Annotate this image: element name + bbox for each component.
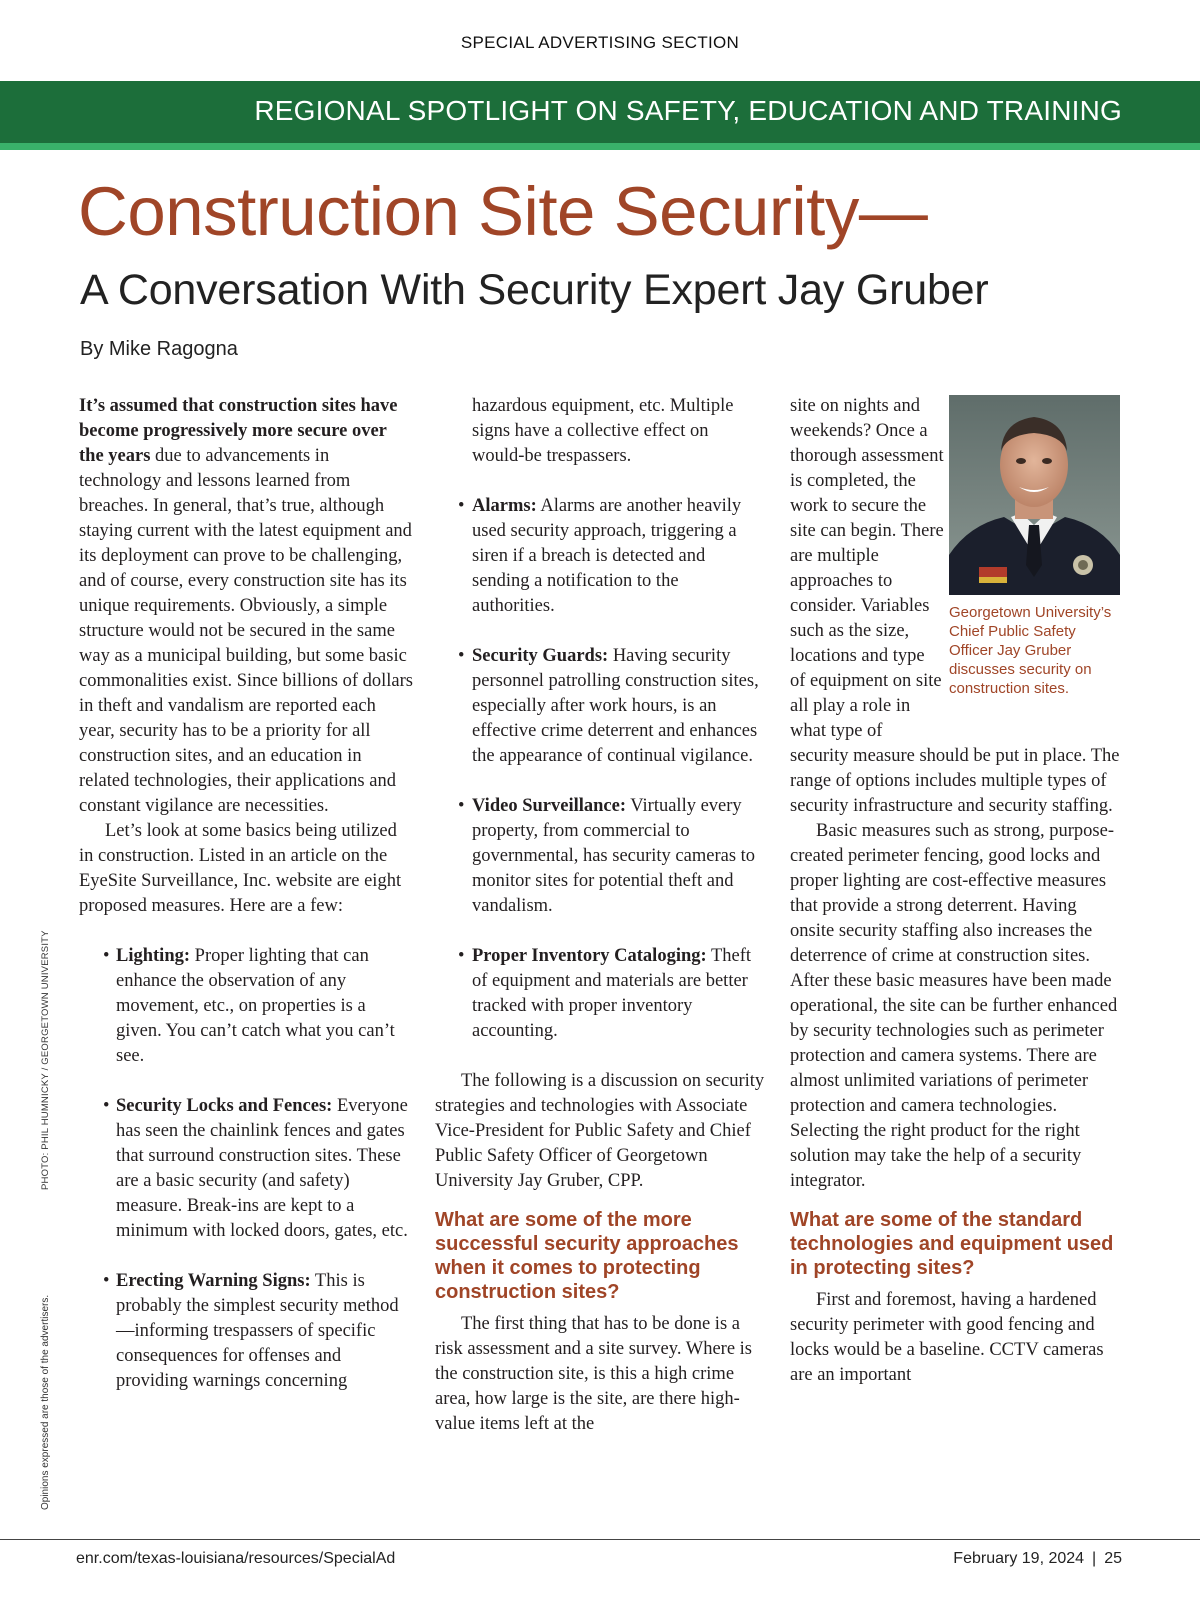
bullet-text: hazardous equipment, etc. Multiple signs have a collective effect on would-be trespassers. [472,396,734,466]
bullet-item [79,1269,413,1394]
bullet-continuation [435,394,765,469]
banner [0,81,1200,143]
intro-paragraph [79,394,413,819]
bullet-dot: • [103,946,110,966]
bullet-text: Virtually every property, from commercial to governmental, has security cameras to monitor sites for potential theft and vandalism. [472,796,756,916]
bullet-dot: • [458,796,465,816]
bullet-lead: Proper Inventory Cataloging: [472,946,707,966]
bullet-text: Theft of equipment and materials are better tracked with proper inventory accounting. [472,946,752,1041]
intro-bold: It’s assumed that construction sites have become progressively more secure over the years [79,396,398,466]
photo-float-spacer [944,394,1120,721]
footer-divider [0,1539,1200,1540]
page-number: 25 [1104,1550,1122,1567]
paragraph: Basic measures such as strong, purpose-created perimeter fencing, good locks and proper lighting are cost-effective measures that provide a strong deterrent. Having onsite security staffing also increases the deterrence of crime at construction sites. After these basic measures have been made operational, the site can be further enhanced by security technologies such as perimeter protection and camera systems. There are almost unlimited variations of perimeter protection and camera technologies. Selecting the right product for the right solution may take the help of a security integrator. [790,821,1118,1191]
opinions-disclaimer: Opinions expressed are those of the advertisers. [40,1294,51,1510]
photo-caption: Georgetown University’s Chief Public Safety Officer Jay Gruber discusses security on construction sites. [949,604,1112,697]
bullet-item [79,944,413,1069]
banner-title: REGIONAL SPOTLIGHT ON SAFETY, EDUCATION AND TRAINING [254,95,1122,126]
paragraph: The first thing that has to be done is a risk assessment and a site survey. Where is the construction site, is this a high crime area, how large is the site, are there high-value items left at the [435,1314,752,1434]
bullet-lead: Security Guards: [472,646,609,666]
bullet-text: Proper lighting that can enhance the observation of any movement, etc., on properties is a given. You can’t catch what you can’t see. [116,946,395,1066]
paragraph: First and foremost, having a hardened security perimeter with good fencing and locks would be a baseline. CCTV cameras are an important [790,1290,1104,1385]
bullet-item [435,944,765,1044]
bullet-text: This is probably the simplest security method—informing trespassers of specific consequences for offenses and providing warnings concerning [116,1271,399,1391]
bullet-lead: Security Locks and Fences: [116,1096,333,1116]
article-subtitle: A Conversation With Security Expert Jay Gruber [80,266,989,314]
bullet-text: Alarms are another heavily used security approach, triggering a siren if a breach is detected and sending a notification to the authorities. [472,496,742,616]
paragraph: Let’s look at some basics being utilized in construction. Listed in an article on the EyeSite Surveillance, Inc. website are eight proposed measures. Here are a few: [79,821,402,916]
column-3 [790,394,1120,1388]
paragraph [790,394,1120,819]
bullet-dot: • [458,496,465,516]
banner-stripe [0,143,1200,150]
footer-date: February 19, 2024 [953,1550,1085,1567]
bullet-item [435,494,765,619]
photo-credit: PHOTO: PHIL HUMNICKY / GEORGETOWN UNIVERSITY [40,930,51,1190]
bullet-text: Having security personnel patrolling construction sites, especially after work hours, is an effective crime deterrent and enhances the appearance of continual vigilance. [472,646,759,766]
bullet-lead: Lighting: [116,946,191,966]
bullet-lead: Erecting Warning Signs: [116,1271,311,1291]
article-title: Construction Site Security— [78,173,928,250]
byline: By Mike Ragogna [80,338,238,360]
intro-text: due to advancements in technology and lessons learned from breaches. In general, that’s true, although staying current with the latest equipment and its deployment can prove to be challenging, and of course, every construction site has its unique requirements. Obviously, a simple structure would not be secured in the same way as a municipal building, but some basic commonalities exist. Since billions of dollars in theft and vandalism are reported each year, security has to be a priority for all construction sites, and an education in related technologies, their applications and constant vigilance are necessities. [79,446,413,816]
bullet-lead: Alarms: [472,496,537,516]
paragraph: The following is a discussion on security strategies and technologies with Associate Vice-President for Public Safety and Chief Public Safety Officer of Georgetown University Jay Gruber, CPP. [435,1071,765,1191]
section-label: SPECIAL ADVERTISING SECTION [460,33,740,52]
bullet-lead: Video Surveillance: [472,796,626,816]
bullet-item [435,644,765,769]
bullet-dot: • [458,646,465,666]
bullet-text: Everyone has seen the chainlink fences and gates that surround construction sites. These are a basic security (and safety) measure. Break-ins are kept to a minimum with locked doors, gates, etc. [116,1096,408,1241]
column-1 [79,394,413,1394]
question-heading: What are some of the more successful security approaches when it comes to protecting construction sites? [435,1209,739,1303]
footer-separator: | [1092,1550,1097,1567]
bullet-dot: • [103,1271,110,1291]
bullet-dot: • [103,1096,110,1116]
bullet-item [79,1094,413,1244]
question-heading: What are some of the standard technologies and equipment used in protecting sites? [790,1209,1114,1279]
footer-date-page [953,1550,1122,1568]
bullet-item [435,794,765,919]
footer-url[interactable]: enr.com/texas-louisiana/resources/SpecialAd [76,1550,396,1567]
bullet-dot: • [458,946,465,966]
paragraph-text: site on nights and weekends? Once a thorough assessment is completed, the work to secure the site can begin. There are multiple approaches to consider. Variables such as the size, locations and type of equipment on site all play a role in what type of security measure should be put in place. The range of options includes multiple types of security infrastructure and security staffing. [790,396,1120,816]
column-2 [435,394,765,1437]
